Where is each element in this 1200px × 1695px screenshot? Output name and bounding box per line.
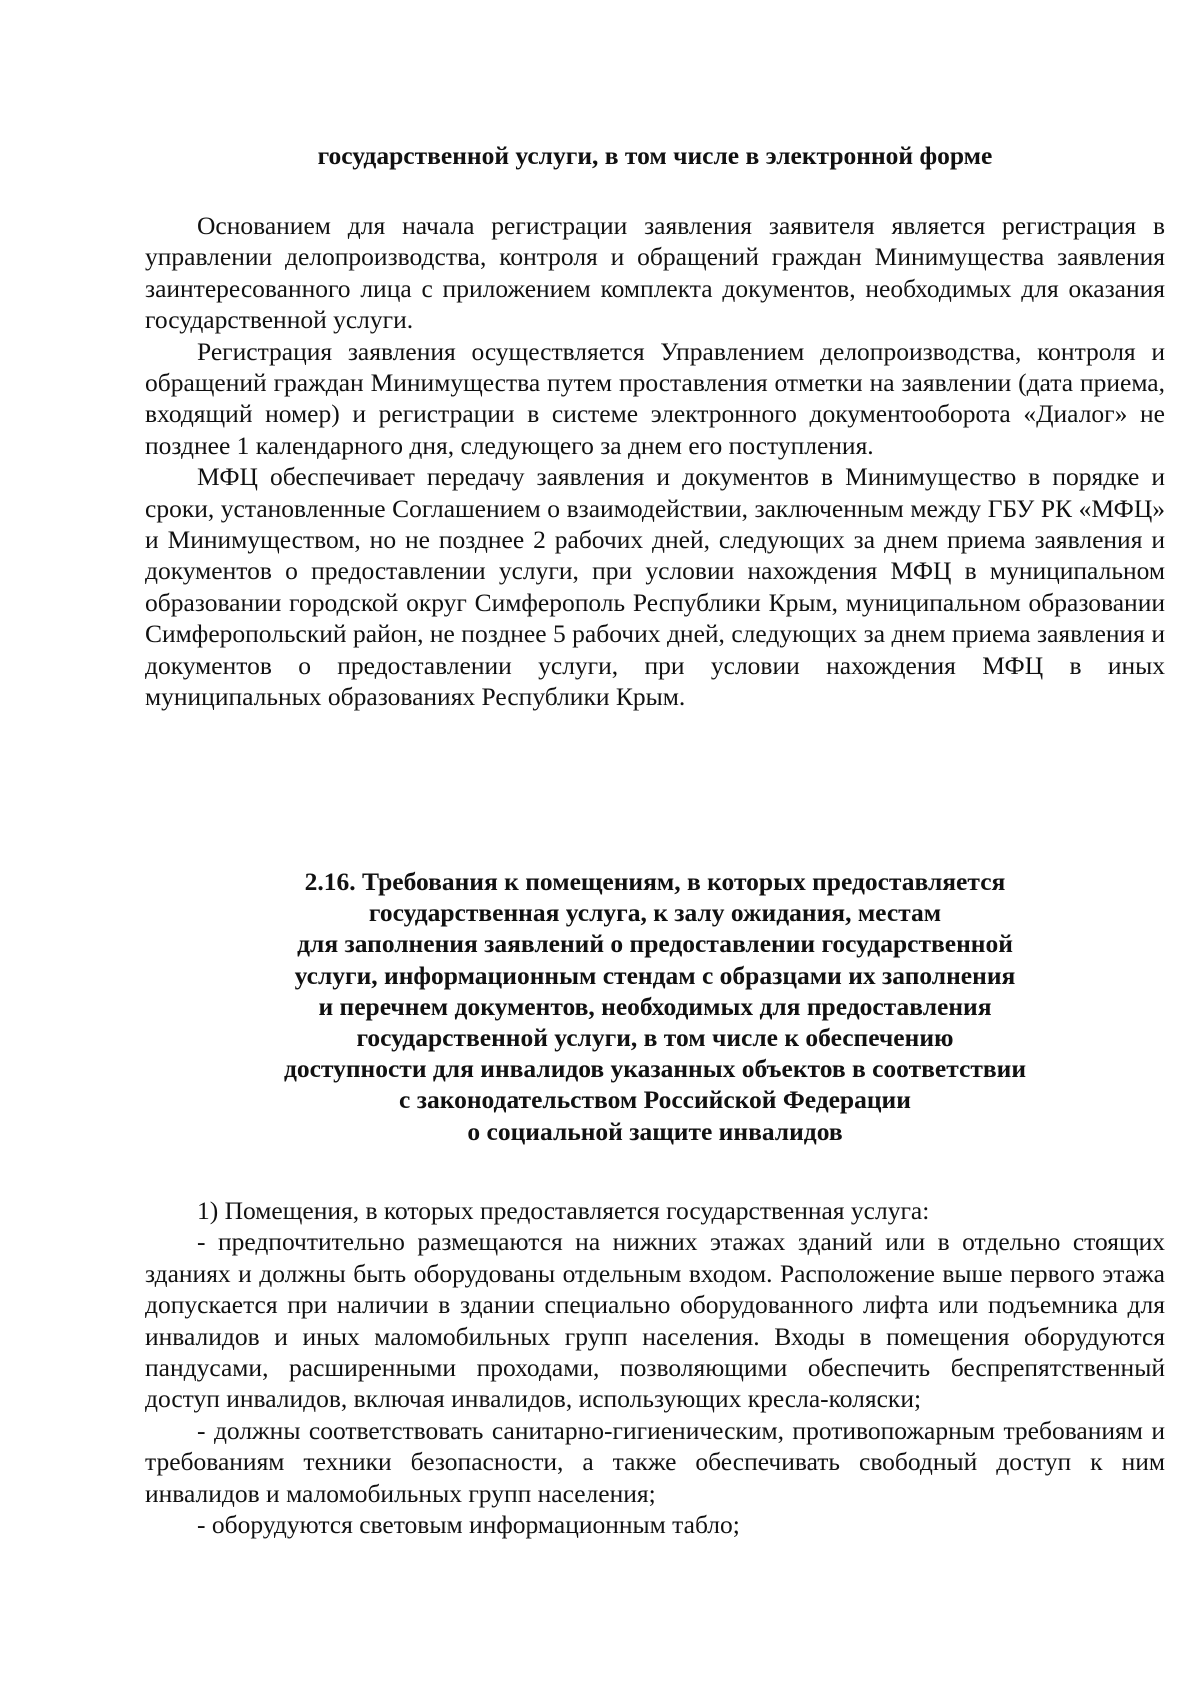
heading-line: государственная услуга, к залу ожидания, местам <box>368 898 942 928</box>
section-heading-continuation: государственной услуги, в том числе в электронной форме <box>317 141 993 170</box>
paragraph: Основанием для начала регистрации заявления заявителя является регистрация в управлении делопроизводства, контроля и обращений граждан Минимущества заявления заинтересованного лица с приложением комплекта документов, необходимых для оказания государственной услуги. <box>145 211 1165 335</box>
paragraph: МФЦ обеспечивает передачу заявления и документов в Минимущество в порядке и сроки, установленные Соглашением о взаимодействии, заключенным между ГБУ РК «МФЦ» и Минимуществом, но не позднее 2 рабочих дней, следующих за днем приема заявления и документов о предоставлении услуги, при условии нахождения МФЦ в муниципальном образовании городской округ Симферополь Республики Крым, муниципальном образовании Симферопольский район, не позднее 5 рабочих дней, следующих за днем приема заявления и документов о предоставлении услуги, при условии нахождения МФЦ в иных муниципальных образованиях Республики Крым. <box>145 462 1165 712</box>
section-2-16-body <box>145 1195 1165 1540</box>
heading-line: с законодательством Российской Федерации <box>399 1085 911 1115</box>
section-2-16-heading <box>145 866 1165 1147</box>
paragraph: 1) Помещения, в которых предоставляется государственная услуга: <box>197 1196 930 1225</box>
heading-line: услуги, информационным стендам с образцами их заполнения <box>294 960 1016 990</box>
heading-line: доступности для инвалидов указанных объектов в соответствии <box>283 1054 1027 1084</box>
heading-line: государственной услуги, в том числе к обеспечению <box>356 1023 954 1053</box>
section-2-15-body <box>145 210 1165 713</box>
heading-line: о социальной защите инвалидов <box>467 1116 843 1146</box>
heading-line: для заполнения заявлений о предоставлении государственной <box>297 929 1013 959</box>
paragraph: Регистрация заявления осуществляется Управлением делопроизводства, контроля и обращений граждан Минимущества путем проставления отметки на заявлении (дата приема, входящий номер) и регистрации в системе электронного документооборота «Диалог» не позднее 1 календарного дня, следующего за днем его поступления. <box>145 336 1165 460</box>
list-item: - должны соответствовать санитарно-гигиеническим, противопожарным требованиям и требованиям техники безопасности, а также обеспечивать свободный доступ к ним инвалидов и маломобильных групп населения; <box>145 1415 1165 1508</box>
list-item: - оборудуются световым информационным табло; <box>197 1510 740 1540</box>
heading-line: и перечнем документов, необходимых для предоставления <box>318 991 992 1021</box>
heading-line: 2.16. Требования к помещениям, в которых предоставляется <box>304 867 1006 896</box>
list-item: - предпочтительно размещаются на нижних этажах зданий или в отдельно стоящих зданиях и должны быть оборудованы отдельным входом. Расположение выше первого этажа допускается при наличии в здании специально оборудованного лифта или подъемника для инвалидов и иных маломобильных групп населения. Входы в помещения оборудуются пандусами, расширенными проходами, позволяющими обеспечить беспрепятственный доступ инвалидов, включая инвалидов, использующих кресла-коляски; <box>145 1227 1165 1414</box>
